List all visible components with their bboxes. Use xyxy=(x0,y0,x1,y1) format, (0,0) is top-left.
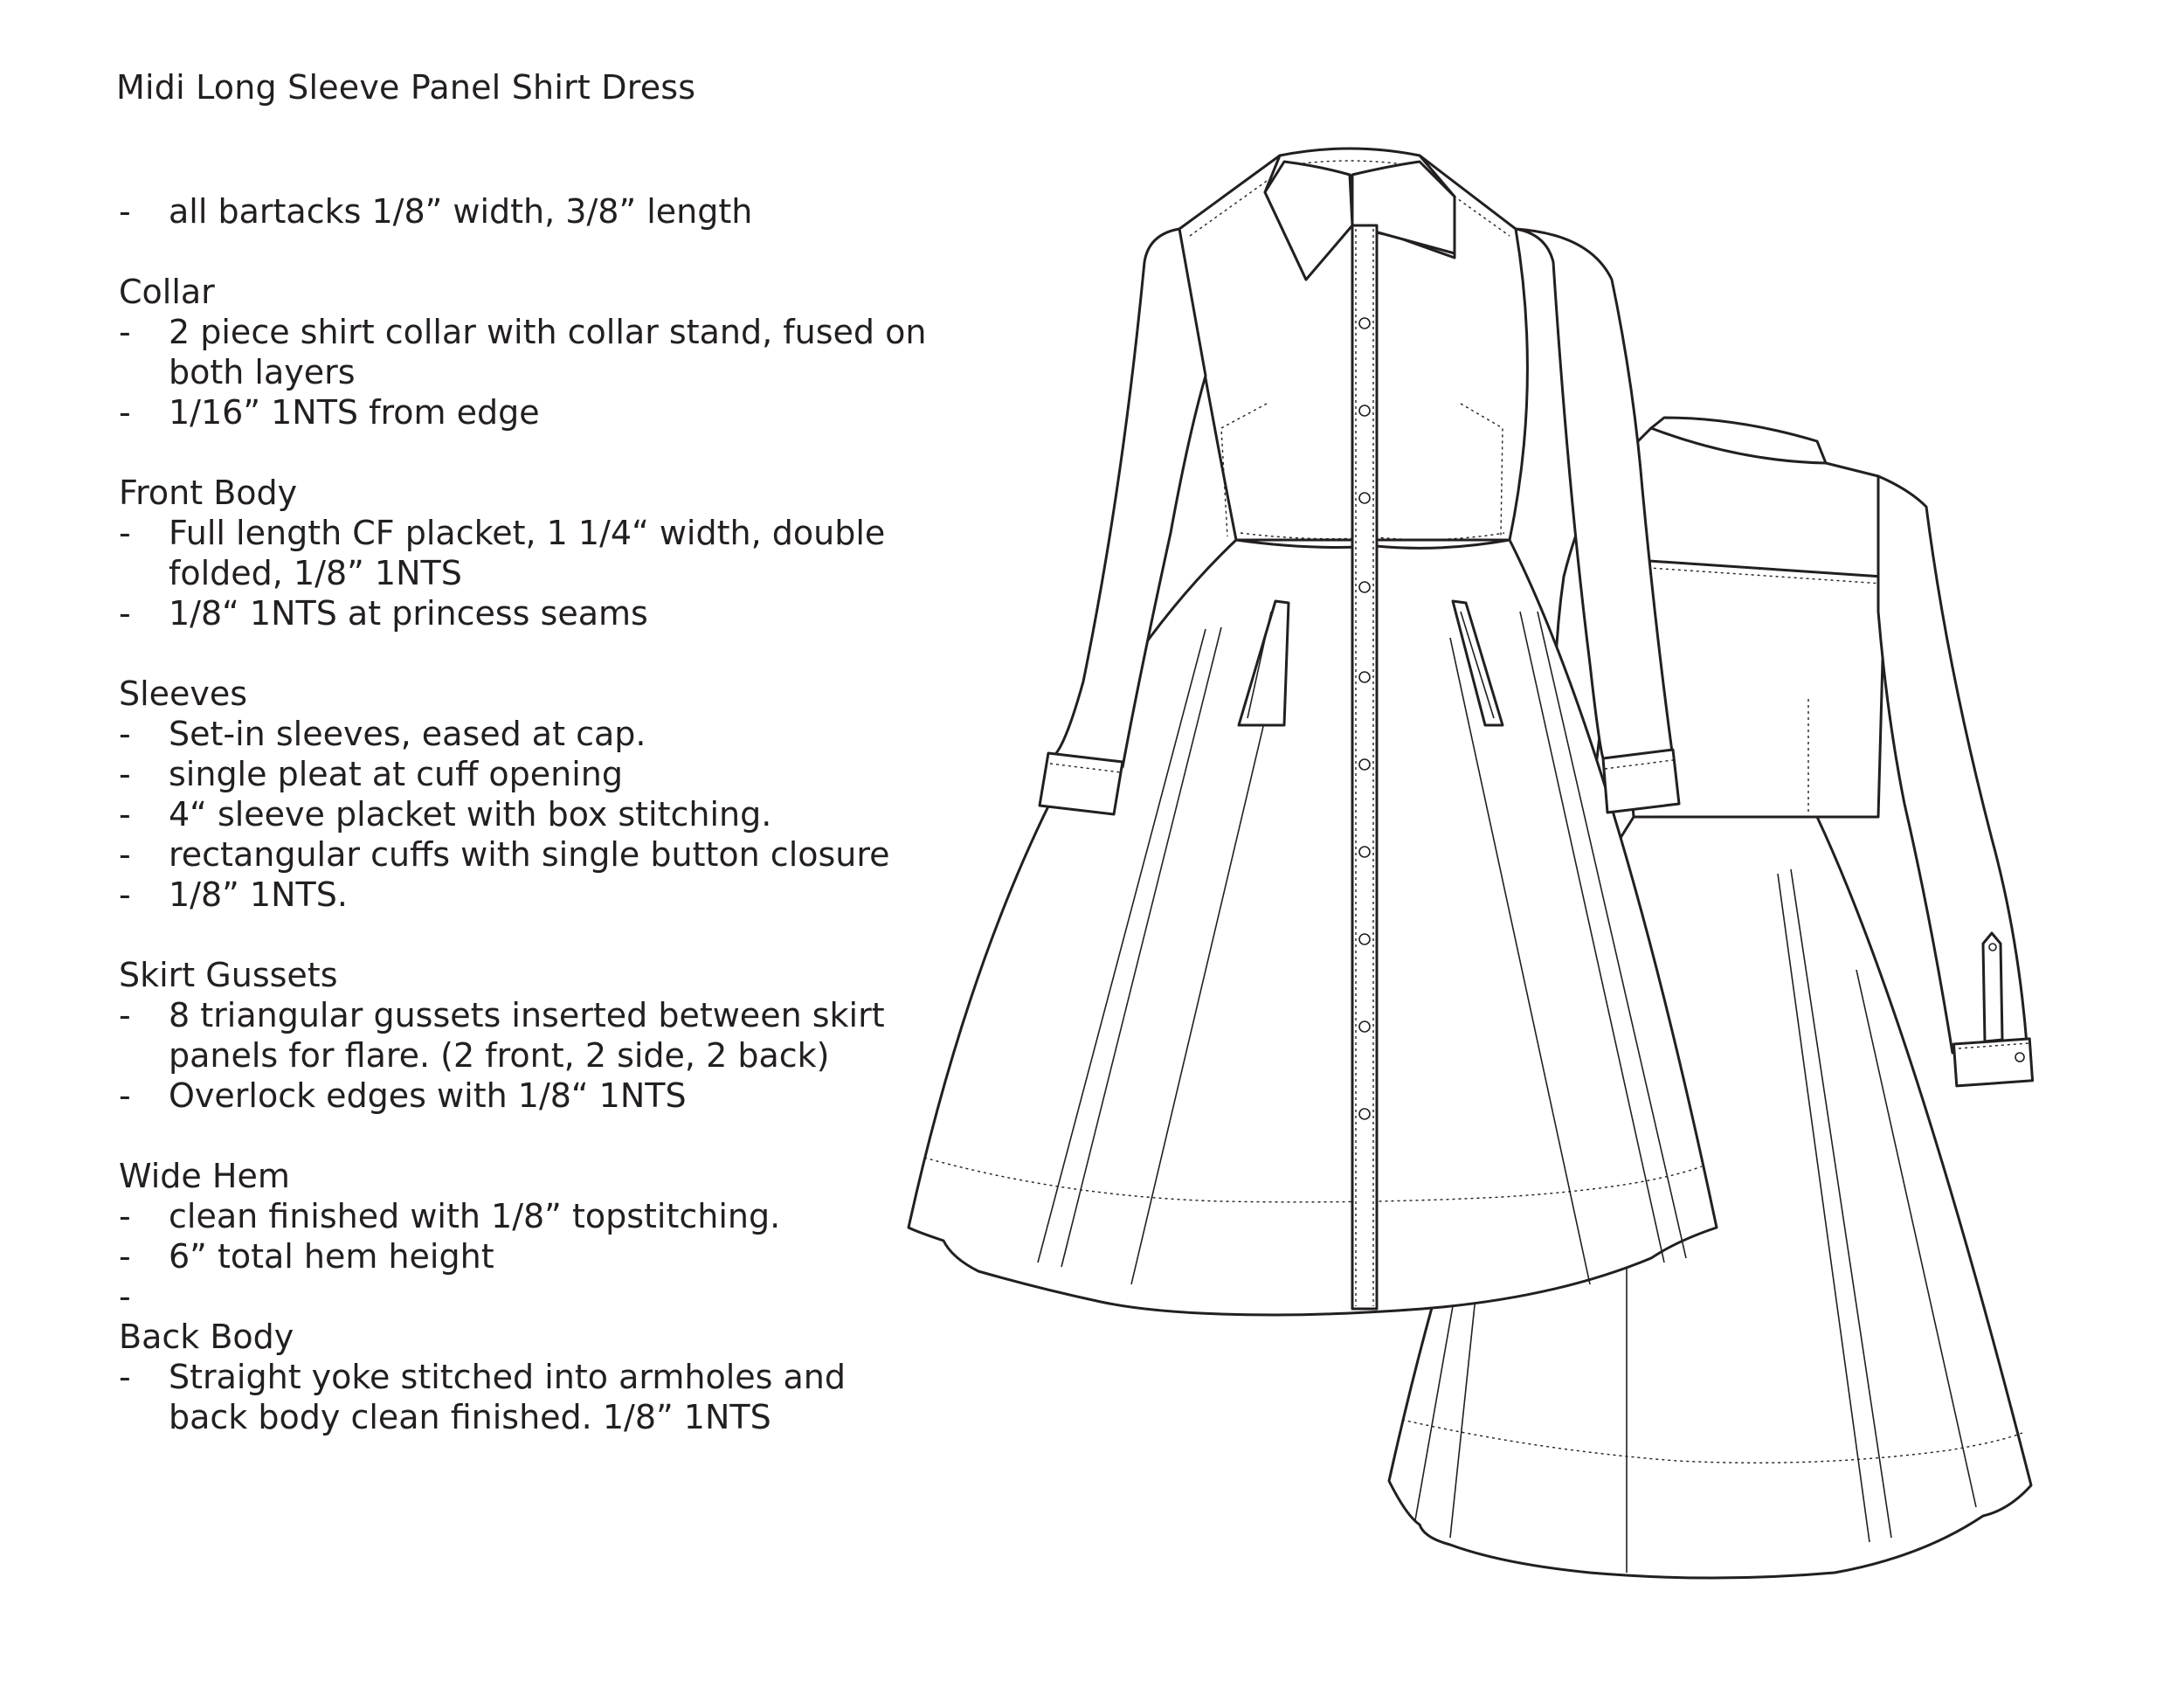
section-title-back-body: Back Body xyxy=(119,1318,294,1356)
page-title: Midi Long Sleeve Panel Shirt Dress xyxy=(116,68,696,107)
spec-general: - all bartacks 1/8” width, 3/8” length xyxy=(119,192,753,231)
spec-empty-dash: - xyxy=(119,1277,131,1316)
back-cuff-right xyxy=(1953,1039,2032,1086)
section-title-sleeves: Sleeves xyxy=(119,675,248,713)
spec-collar-2: - 1/16” 1NTS from edge xyxy=(119,393,540,432)
spec-sleeves-5: - 1/8” 1NTS. xyxy=(119,875,348,914)
spec-sleeves-1: - Set-in sleeves, eased at cap. xyxy=(119,715,646,753)
spec-hem-1: - clean finished with 1/8” topstitching. xyxy=(119,1197,781,1235)
spec-gussets-1: - 8 triangular gussets inserted between skirt xyxy=(119,996,885,1034)
spec-collar-1: - 2 piece shirt collar with collar stand, fused on xyxy=(119,313,927,351)
spec-gussets-1-cont: panels for flare. (2 front, 2 side, 2 back) xyxy=(169,1036,830,1075)
spec-gussets-2: - Overlock edges with 1/8“ 1NTS xyxy=(119,1076,687,1115)
spec-sleeves-2: - single pleat at cuff opening xyxy=(119,755,623,793)
spec-front-1-cont: folded, 1/8” 1NTS xyxy=(169,554,462,592)
spec-back-1-cont: back body clean finished. 1/8” 1NTS xyxy=(169,1398,771,1436)
spec-hem-2: - 6” total hem height xyxy=(119,1237,494,1276)
section-title-collar: Collar xyxy=(119,273,215,311)
spec-front-1: - Full length CF placket, 1 1/4“ width, double xyxy=(119,514,886,552)
spec-sleeves-3: - 4“ sleeve placket with box stitching. xyxy=(119,795,772,834)
section-title-wide-hem: Wide Hem xyxy=(119,1157,290,1195)
spec-sleeves-4: - rectangular cuffs with single button closure xyxy=(119,835,890,874)
section-title-skirt-gussets: Skirt Gussets xyxy=(119,956,338,994)
back-sleeve-right xyxy=(1878,476,2027,1053)
spec-back-1: - Straight yoke stitched into armholes and xyxy=(119,1358,846,1396)
front-cuff-right xyxy=(1603,750,1679,813)
section-title-front-body: Front Body xyxy=(119,474,298,512)
front-cuff-left xyxy=(1040,753,1123,814)
spec-front-2: - 1/8“ 1NTS at princess seams xyxy=(119,594,648,633)
spec-collar-1-cont: both layers xyxy=(169,353,356,391)
